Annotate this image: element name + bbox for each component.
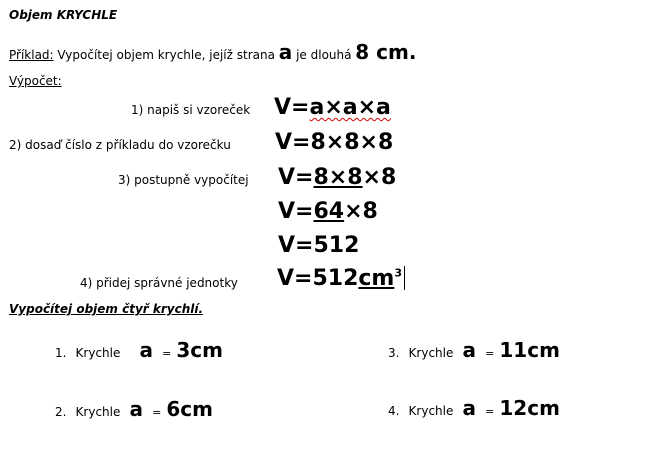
step-3b-underlined: 64 <box>313 199 345 224</box>
step-4-formula <box>277 266 405 291</box>
exercise-2-label: Krychle <box>75 405 121 419</box>
example-text-before: Vypočítej objem krychle, jejíž strana <box>53 48 279 62</box>
step-1-label: 1) napiš si vzoreček <box>131 103 251 117</box>
step-3c-formula: V=512 <box>278 233 360 258</box>
step-2-formula: V=8×8×8 <box>275 130 394 155</box>
exercise-3-label: Krychle <box>408 346 454 360</box>
page-title: Objem KRYCHLE <box>9 8 118 22</box>
exercise-3 <box>388 338 560 362</box>
exercise-2-var: a <box>129 397 143 421</box>
step-1-formula-text: a×a×a <box>309 95 391 120</box>
exercise-1-label: Krychle <box>75 346 121 360</box>
exercise-1-eq: = <box>162 347 172 360</box>
exercise-1-value: 3cm <box>176 338 223 362</box>
exercise-4-eq: = <box>485 405 495 418</box>
exercise-3-var: a <box>462 338 476 362</box>
example-line <box>9 40 416 64</box>
exercise-4 <box>388 396 560 420</box>
text-cursor <box>404 266 405 290</box>
exercise-4-num: 4. <box>388 404 400 418</box>
step-1-formula: V=a×a×a <box>274 95 391 120</box>
step-3b-formula <box>278 199 378 224</box>
step-4-prefix: V=512 <box>277 266 359 291</box>
example-value: 8 cm. <box>355 40 417 64</box>
exercise-3-value: 11cm <box>499 338 560 362</box>
step-3b-prefix: V= <box>278 199 314 224</box>
exercise-2-num: 2. <box>55 405 67 419</box>
exercise-2 <box>55 397 213 421</box>
exercise-1-num: 1. <box>55 346 67 360</box>
exercise-4-label: Krychle <box>408 404 454 418</box>
exercise-2-value: 6cm <box>166 397 213 421</box>
example-label: Příklad: <box>9 48 54 62</box>
step-4-exponent: 3 <box>394 266 403 280</box>
calc-label: Výpočet: <box>9 74 62 88</box>
exercise-1 <box>55 338 223 362</box>
step-3-prefix: V= <box>278 165 314 190</box>
exercise-4-value: 12cm <box>499 396 560 420</box>
step-4-label: 4) přidej správné jednotky <box>80 276 238 290</box>
step-3-suffix: ×8 <box>362 165 397 190</box>
exercise-title: Vypočítej objem čtyř krychlí. <box>9 302 204 316</box>
exercise-3-num: 3. <box>388 346 400 360</box>
step-2-label: 2) dosaď číslo z příkladu do vzorečku <box>9 138 231 152</box>
step-3-underlined: 8×8 <box>313 165 363 190</box>
exercise-4-var: a <box>462 396 476 420</box>
example-var: a <box>278 40 293 64</box>
exercise-2-eq: = <box>152 406 162 419</box>
exercise-1-var: a <box>139 338 153 362</box>
step-3-label: 3) postupně vypočítej <box>118 173 249 187</box>
exercise-3-eq: = <box>485 347 495 360</box>
step-3b-suffix: ×8 <box>344 199 378 224</box>
step-3-formula <box>278 165 396 190</box>
example-text-after: je dlouhá <box>292 48 356 62</box>
step-4-unit: cm <box>358 266 395 291</box>
